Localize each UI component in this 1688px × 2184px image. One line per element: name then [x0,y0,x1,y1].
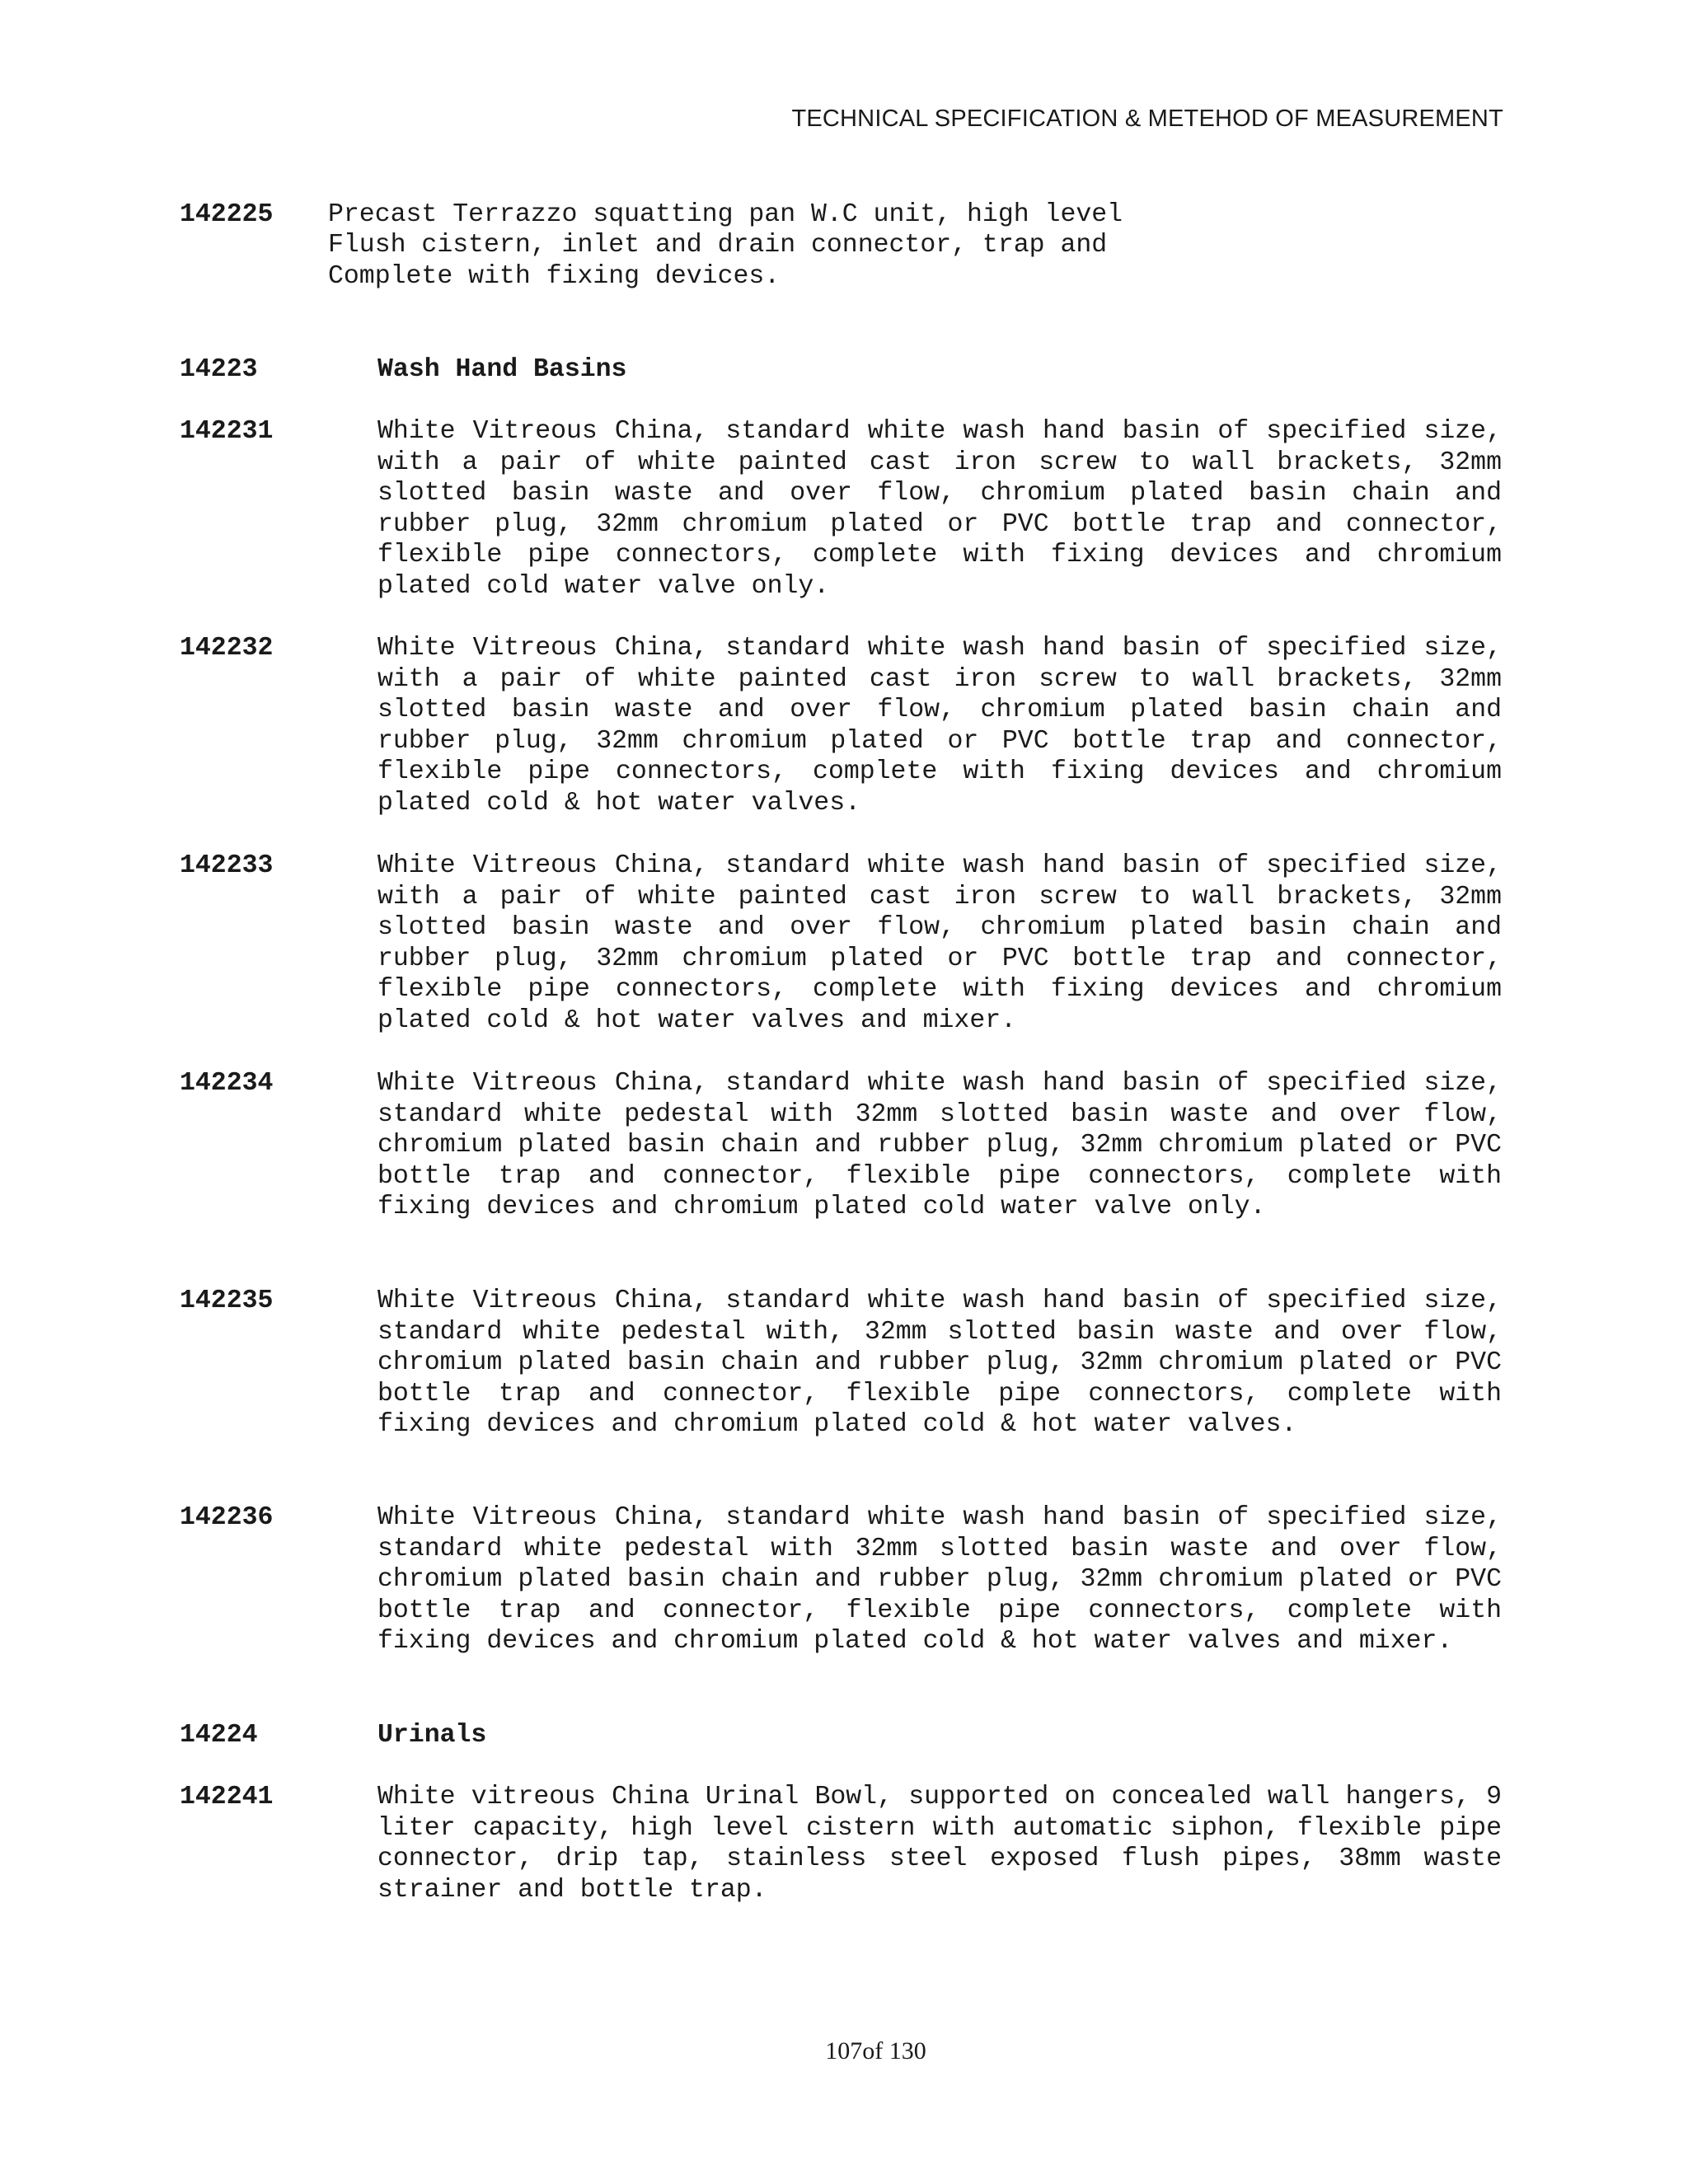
item-description: White Vitreous China, standard white wash hand basin of specified size, standard white pedestal with, 32mm slotted basin waste and over flow, chromium plated basin chain and rubber plug, 32mm chromium plated or PVC bottle trap and connector, flexible pipe connectors, complete with fixing devices and chromium plated cold & hot water valves. [377,1286,1502,1439]
item-code: 142234 [180,1069,274,1098]
item-code: 142241 [180,1783,274,1811]
item-description-line: Flush cistern, inlet and drain connector, trap and [328,231,1108,260]
item-code: 142235 [180,1286,274,1315]
item-code: 142232 [180,634,274,663]
item-description: White Vitreous China, standard white wash hand basin of specified size, standard white pedestal with 32mm slotted basin waste and over flow, chromium plated basin chain and rubber plug, 32mm chromium plated or PVC bottle trap and connector, flexible pipe connectors, complete with fixing devices and chromium plated cold water valve only. [377,1069,1502,1221]
item-code: 142225 [180,200,274,229]
item-description: White vitreous China Urinal Bowl, supported on concealed wall hangers, 9 liter capacity, high level cistern with automatic siphon, flexible pipe connector, drip tap, stainless steel exposed flush pipes, 38mm waste strainer and bottle trap. [377,1783,1502,1905]
item-code: 142233 [180,851,274,880]
item-description-line: Complete with fixing devices. [328,262,781,291]
item-description: White Vitreous China, standard white wash hand basin of specified size, standard white pedestal with 32mm slotted basin waste and over flow, chromium plated basin chain and rubber plug, 32mm chromium plated or PVC bottle trap and connector, flexible pipe connectors, complete with fixing devices and chromium plated cold & hot water valves and mixer. [377,1503,1502,1656]
page-header: TECHNICAL SPECIFICATION & METEHOD OF MEASUREMENT [791,105,1503,132]
item-code: 142231 [180,417,274,446]
page-number: 107of 130 [825,2037,926,2064]
section-heading: Wash Hand Basins [377,355,627,384]
item-description: White Vitreous China, standard white wash hand basin of specified size, with a pair of white painted cast iron screw to wall brackets, 32mm slotted basin waste and over flow, chromium plated basin chain and rubber plug, 32mm chromium plated or PVC bottle trap and connector, flexible pipe connectors, complete with fixing devices and chromium plated cold & hot water valves and mixer. [377,851,1502,1035]
item-description-line: Precast Terrazzo squatting pan W.C unit, high level [328,200,1123,229]
item-description: White Vitreous China, standard white wash hand basin of specified size, with a pair of white painted cast iron screw to wall brackets, 32mm slotted basin waste and over flow, chromium plated basin chain and rubber plug, 32mm chromium plated or PVC bottle trap and connector, flexible pipe connectors, complete with fixing devices and chromium plated cold water valve only. [377,417,1502,601]
section-code: 14223 [180,355,258,384]
section-heading: Urinals [377,1721,487,1750]
item-description: White Vitreous China, standard white wash hand basin of specified size, with a pair of white painted cast iron screw to wall brackets, 32mm slotted basin waste and over flow, chromium plated basin chain and rubber plug, 32mm chromium plated or PVC bottle trap and connector, flexible pipe connectors, complete with fixing devices and chromium plated cold & hot water valves. [377,634,1502,818]
section-code: 14224 [180,1721,258,1750]
item-code: 142236 [180,1503,274,1532]
